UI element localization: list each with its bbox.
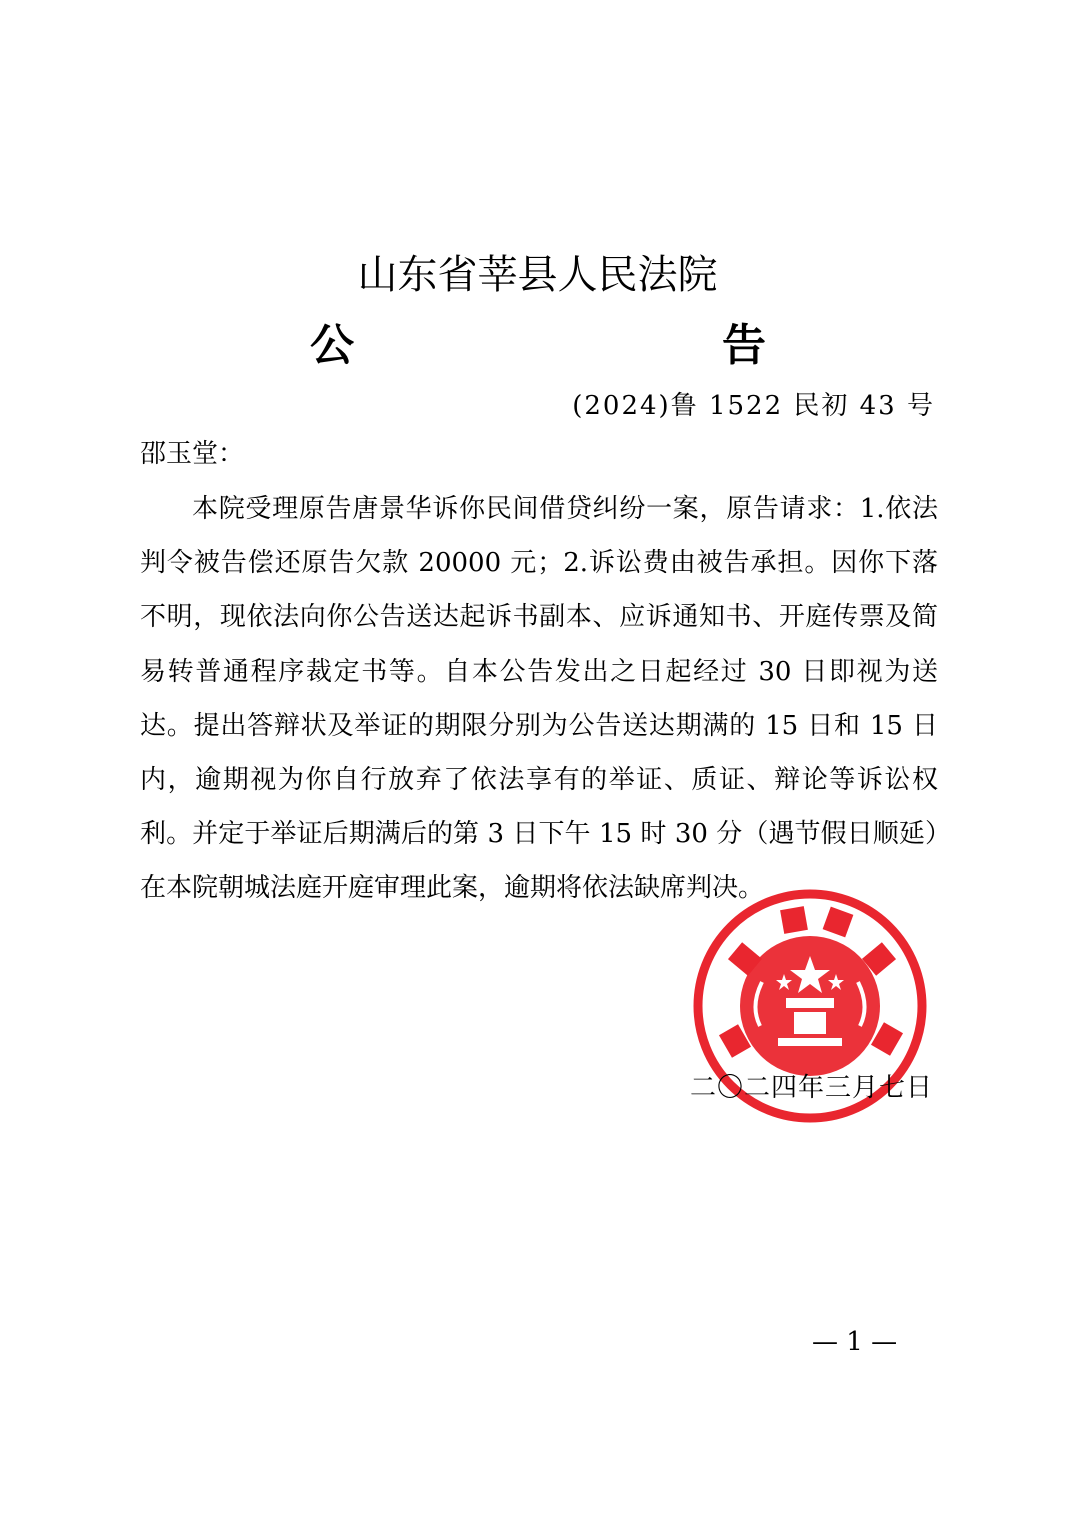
addressee: 邵玉堂： bbox=[140, 439, 245, 469]
doc-type-char-left: 公 bbox=[310, 320, 354, 371]
doc-type-char-right: 告 bbox=[722, 320, 766, 371]
notice-body: 本院受理原告唐景华诉你民间借贷纠纷一案，原告请求：1.依法判令被告偿还原告欠款 20000 元；2.诉讼费由被告承担。因你下落不明，现依法向你公告送达起诉书副本、应诉通知书、开庭传票及简易转普通程序裁定书等。自本公告发出之日起经过 30 日即视为送达。提出答辩状及举证的期限分别为公告送达期满的 15 日和 15 日内，逾期视为你自行放弃了依法享有的举证、质证、辩论等诉讼权利。并定于举证后期满后的第 3 日下午 15 时 30 分（遇节假日顺延）在本院朝城法庭开庭审理此案，逾期将依法缺席判决。 bbox=[140, 494, 938, 904]
notice-date: 二〇二四年三月七日 bbox=[689, 1073, 933, 1103]
case-number: (2024)鲁 1522 民初 43 号 bbox=[572, 391, 935, 421]
page-number: — 1 — bbox=[812, 1327, 898, 1357]
court-title: 山东省莘县人民法院 bbox=[357, 252, 718, 298]
